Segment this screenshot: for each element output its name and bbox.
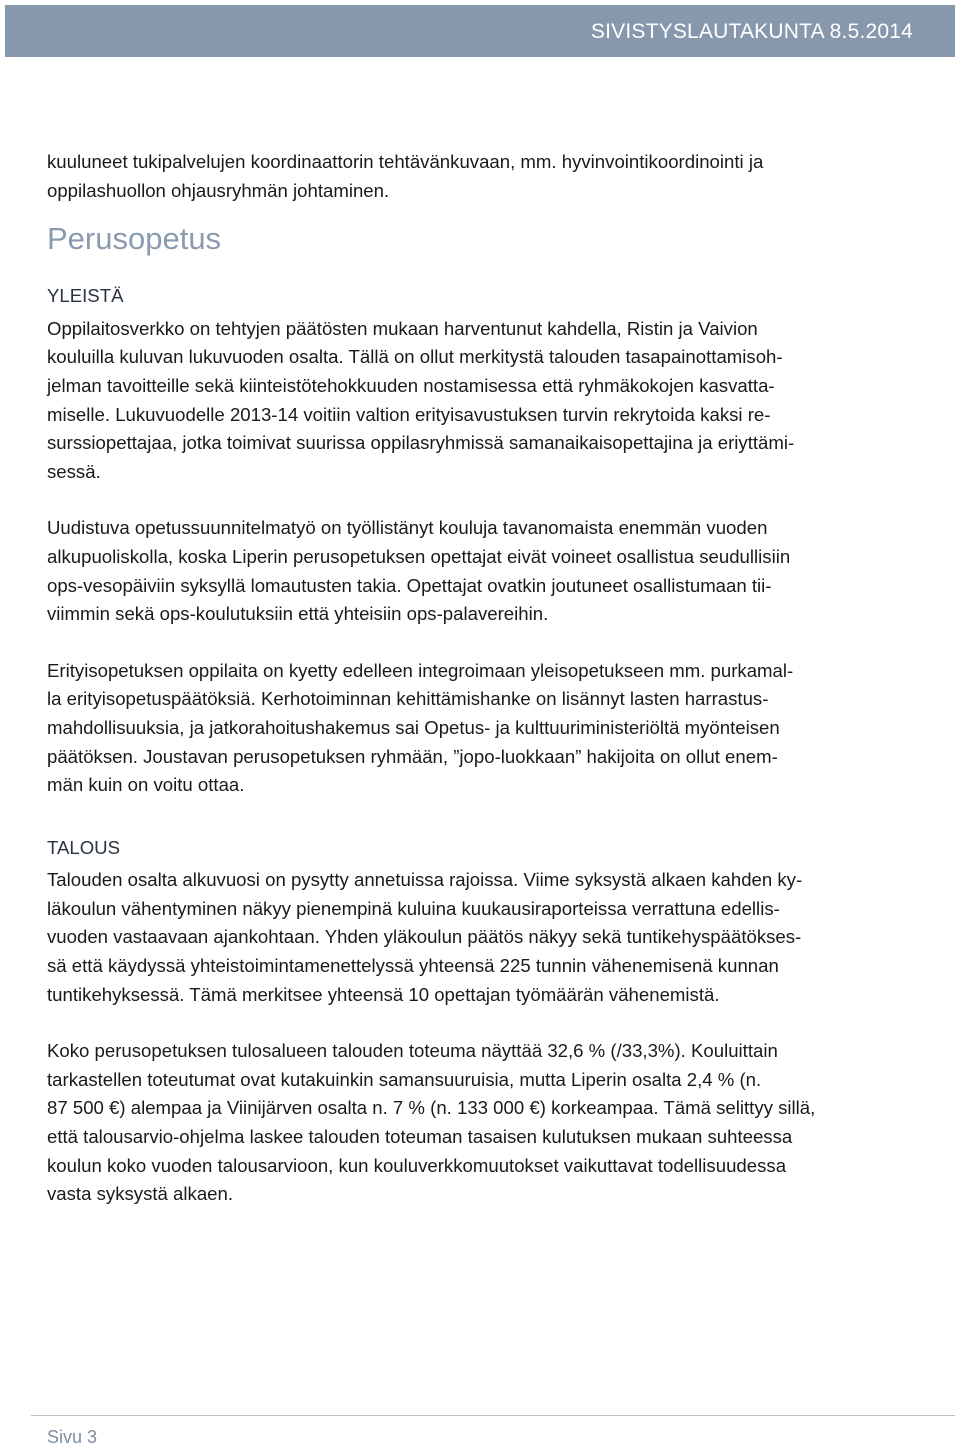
text-line: viimmin sekä ops-koulutuksiin että yhteisiin ops-palavereihin.: [47, 603, 549, 625]
heading-yleista: YLEISTÄ: [47, 285, 124, 307]
paragraph-opetussuunnitelma: [47, 514, 917, 628]
text-line: miselle. Lukuvuodelle 2013-14 voitiin valtion erityisavustuksen turvin rekrytoida kaksi re-: [47, 403, 771, 425]
text-line: jelman tavoitteille sekä kiinteistötehokkuuden nostamisessa että ryhmäkokojen kasvatta-: [47, 374, 775, 396]
text-line: Koko perusopetuksen tulosalueen talouden toteuma näyttää 32,6 % (/33,3%). Kouluittain: [47, 1040, 778, 1062]
text-line: Talouden osalta alkuvuosi on pysytty annetuissa rajoissa. Viime syksystä alkaen kahden ky-: [47, 869, 803, 891]
text-line: män kuin on voitu ottaa.: [47, 774, 245, 796]
page-number: Sivu 3: [47, 1427, 98, 1447]
text-line: sessä.: [47, 460, 101, 482]
text-line: läkoulun vähentyminen näkyy pienempinä kuluina kuukausiraporteissa verrattuna edellis-: [47, 897, 780, 919]
paragraph-erityisopetus: [47, 657, 917, 800]
footer-divider: [31, 1415, 955, 1416]
text-line: surssiopettajaa, jotka toimivat suurissa oppilasryhmissä samanaikaisopettajina ja eriyttämi-: [47, 432, 795, 454]
header-bar: [5, 5, 955, 57]
text-line: sä että käydyssä yhteistoimintamenettelyssä yhteensä 225 tunnin vähenemisenä kunnan: [47, 955, 779, 977]
paragraph-toteuma: [47, 1037, 917, 1209]
header-title: SIVISTYSLAUTAKUNTA 8.5.2014: [590, 20, 913, 43]
text-line: ops-vesopäiviin syksyllä lomautusten takia. Opettajat ovatkin joutuneet osallistumaan tii-: [47, 574, 772, 596]
text-line: Erityisopetuksen oppilaita on kyetty edelleen integroimaan yleisopetukseen mm. purkamal-: [47, 659, 794, 681]
text-line: vuoden vastaavaan ajankohtaan. Yhden yläkoulun päätös näkyy sekä tuntikehyspäätökses-: [47, 926, 802, 948]
text-line: oppilashuollon ohjausryhmän johtaminen.: [47, 179, 390, 201]
text-line: kouluilla kuluvan lukuvuoden osalta. Tällä on ollut merkitystä talouden tasapainottamisoh-: [47, 346, 783, 368]
heading-talous: TALOUS: [47, 836, 121, 858]
intro-paragraph: [47, 148, 917, 205]
paragraph-talouden-osalta: [47, 866, 917, 1009]
text-line: tarkastellen toteutumat ovat kutakuinkin samansuuruisia, mutta Liperin osalta 2,4 % (n.: [47, 1068, 762, 1090]
text-line: Oppilaitosverkko on tehtyjen päätösten mukaan harventunut kahdella, Ristin ja Vaivion: [47, 317, 758, 339]
text-line: mahdollisuuksia, ja jatkorahoitushakemus sai Opetus- ja kulttuuriministeriöltä myönteisen: [47, 716, 780, 738]
text-line: kuuluneet tukipalvelujen koordinaattorin tehtävänkuvaan, mm. hyvinvointikoordinointi ja: [47, 151, 764, 172]
text-line: alkupuoliskolla, koska Liperin perusopetuksen opettajat eivät voineet osallistua seudullisiin: [47, 545, 791, 567]
text-line: päätöksen. Joustavan perusopetuksen ryhmään, ”jopo-luokkaan” hakijoita on ollut enem-: [47, 745, 778, 767]
paragraph-oppilaitosverkko: [47, 315, 917, 487]
text-line: että talousarvio-ohjelma laskee talouden toteuman tasaisen kulutuksen mukaan suhteessa: [47, 1126, 793, 1148]
text-line: vasta syksystä alkaen.: [47, 1183, 234, 1205]
text-line: la erityisopetuspäätöksiä. Kerhotoiminnan kehittämishanke on lisännyt lasten harrastus-: [47, 688, 769, 710]
text-line: Uudistuva opetussuunnitelmatyö on työllistänyt kouluja tavanomaista enemmän vuoden: [47, 517, 768, 539]
document-body: [47, 148, 917, 1209]
text-line: 87 500 €) alempaa ja Viinijärven osalta n. 7 % (n. 133 000 €) korkeampaa. Tämä selittyy sillä,: [47, 1097, 816, 1119]
text-line: koulun koko vuoden talousarvioon, kun kouluverkkomuutokset vaikuttavat todellisuudessa: [47, 1154, 787, 1176]
section-title: Perusopetus: [47, 221, 222, 257]
text-line: tuntikehyksessä. Tämä merkitsee yhteensä 10 opettajan työmäärän vähenemistä.: [47, 983, 720, 1005]
